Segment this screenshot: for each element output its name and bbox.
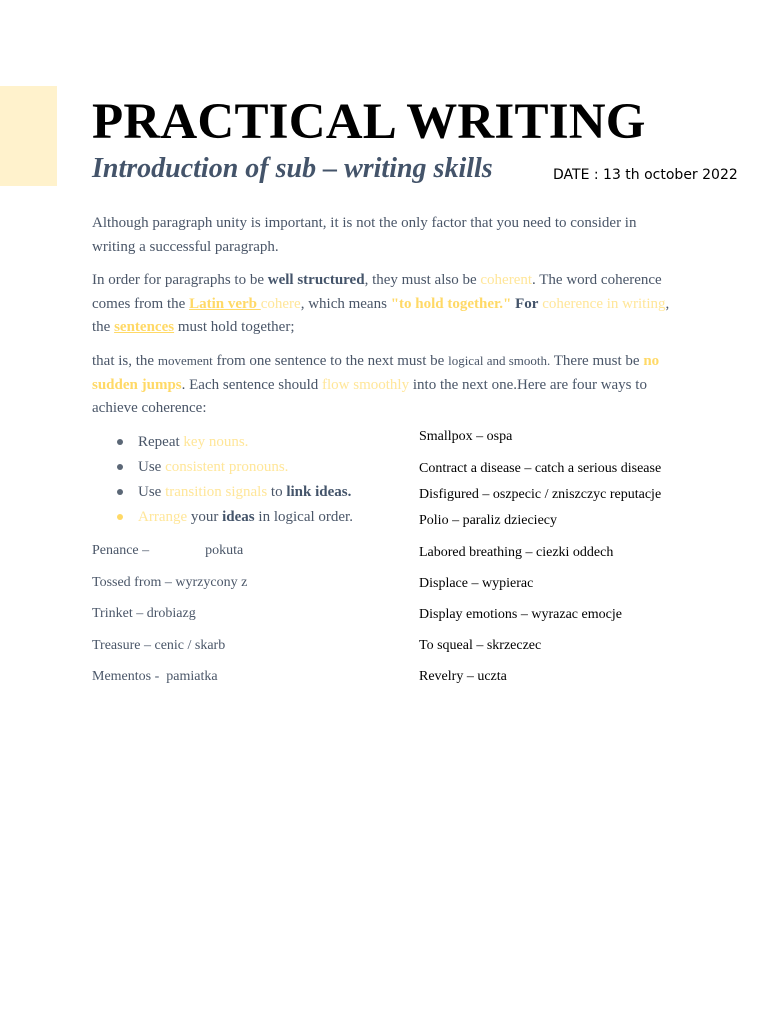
vocab-item: Contract a disease – catch a serious disease [419,461,662,476]
vocabulary-right-list [419,427,661,698]
highlighted-text: no sudden jumps [92,353,660,393]
vocab-item: Tossed from – wyrzycony z [92,574,248,590]
text: your [187,509,223,525]
text: . [284,459,289,475]
bullet-icon [117,514,123,520]
bullet-icon [117,464,123,470]
paragraph-3 [92,349,682,421]
text: , they must also be [364,272,481,288]
highlighted-text: sentences [114,319,175,335]
highlighted-text: cohere [260,295,301,312]
highlighted-text: transition signals [165,484,268,500]
text: into the next one.Here are four ways to achieve coherence: [92,376,647,416]
list-item [92,431,353,456]
text: , which means [300,295,391,312]
text: Repeat [138,434,184,450]
vocab-item: Penance – pokuta [92,543,244,558]
text: Use [138,459,166,475]
list-item [92,481,353,506]
text: to [267,484,287,500]
vocab-item: Mementos - pamiatka [92,669,218,684]
text: from one sentence to the next must be [212,353,449,369]
page-title: PRACTICAL WRITING [92,94,646,150]
highlighted-text: coherence in writing [542,295,666,312]
page-subtitle: Introduction of sub – writing skills [92,153,493,184]
bold-text: link ideas. [286,484,352,500]
vocabulary-left-list [92,541,247,699]
paragraph-2 [92,269,682,340]
highlighted-text: coherent [480,272,533,288]
vocab-item: Disfigured – oszpecic / zniszczyc reputacje [419,487,662,502]
text: In order for paragraphs to be [92,272,268,288]
list-item [92,506,353,531]
highlighted-text: "to hold together." [390,295,516,312]
accent-bar [0,86,57,186]
paragraph-1-text: Although paragraph unity is important, it is not the only factor that you need to consider in writing a successful paragraph. [92,215,637,255]
highlighted-text: flow smoothly [322,376,410,393]
bold-text: well structured [267,272,365,288]
bullet-icon [117,489,123,495]
highlighted-text: key nouns [183,434,245,450]
vocab-item: Display emotions – wyrazac emocje [419,607,622,622]
text: , the [92,295,670,335]
paragraph-1 [92,212,682,259]
highlighted-text: consistent pronouns [165,459,285,475]
vocab-item: Polio – paraliz dzieciecy [419,513,557,528]
vocab-item: Displace – wypierac [419,576,534,591]
small-text: logical and smooth. [448,353,551,368]
text: Use [138,484,166,500]
text: There must be [550,353,644,369]
text: must hold together; [174,319,295,335]
vocab-item: Smallpox – ospa [419,429,513,444]
bold-text: ideas [222,509,255,525]
date-label: DATE : 13 th october 2022 [553,167,738,183]
highlighted-text: Arrange [138,509,188,525]
vocab-item: Labored breathing – ciezki oddech [419,545,614,560]
bold-text: For [515,295,539,312]
vocab-item: Trinket – drobiazg [92,606,196,621]
text: in logical order. [254,509,353,525]
text: that is, the [92,353,158,369]
text: . Each sentence should [181,376,323,393]
highlighted-text: Latin verb [189,295,261,312]
list-item [92,456,353,481]
text: . The word coherence comes from the [92,272,662,312]
vocab-item: To squeal – skrzeczec [419,638,542,653]
coherence-ways-list [92,431,353,531]
bullet-icon [117,439,123,445]
vocab-item: Treasure – cenic / skarb [92,637,226,653]
text: . [244,434,249,450]
small-text: movement [157,353,213,368]
vocab-item: Revelry – uczta [419,669,507,684]
